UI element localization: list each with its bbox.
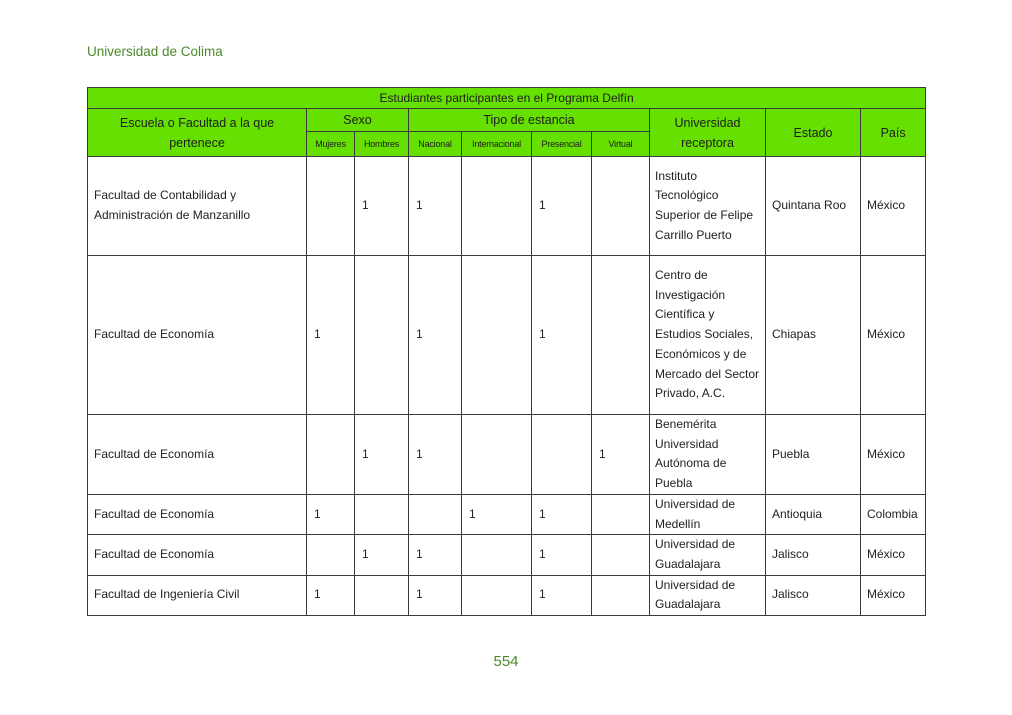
cell-virtual: [592, 157, 650, 256]
cell-presencial: 1: [532, 535, 592, 575]
cell-nacional: 1: [409, 157, 462, 256]
cell-pais: México: [861, 535, 926, 575]
table-row: [88, 575, 926, 615]
column-header-pais: País: [861, 109, 926, 157]
cell-virtual: 1: [592, 415, 650, 495]
cell-internacional: [462, 535, 532, 575]
cell-hombres: 1: [355, 535, 409, 575]
delfin-participants-table: [87, 87, 926, 616]
cell-mujeres: [307, 535, 355, 575]
cell-universidad: Universidad de Guadalajara: [650, 575, 766, 615]
cell-universidad: Instituto Tecnológico Superior de Felipe Carrillo Puerto: [650, 157, 766, 256]
cell-nacional: 1: [409, 535, 462, 575]
cell-presencial: 1: [532, 575, 592, 615]
table-row: [88, 157, 926, 256]
column-header-internacional: Internacional: [462, 132, 532, 157]
cell-nacional: 1: [409, 575, 462, 615]
cell-virtual: [592, 535, 650, 575]
cell-mujeres: 1: [307, 494, 355, 534]
cell-estado: Chiapas: [766, 256, 861, 415]
cell-mujeres: [307, 157, 355, 256]
cell-universidad: Universidad de Guadalajara: [650, 535, 766, 575]
cell-universidad: Centro de Investigación Científica y Estudios Sociales, Económicos y de Mercado del Sector Privado, A.C.: [650, 256, 766, 415]
table-row: [88, 494, 926, 534]
cell-mujeres: [307, 415, 355, 495]
page-number: 554: [493, 653, 519, 670]
table-row: [88, 535, 926, 575]
cell-presencial: 1: [532, 157, 592, 256]
cell-virtual: [592, 494, 650, 534]
cell-escuela: Facultad de Ingeniería Civil: [88, 575, 307, 615]
cell-pais: México: [861, 157, 926, 256]
cell-hombres: [355, 256, 409, 415]
cell-virtual: [592, 256, 650, 415]
cell-pais: México: [861, 256, 926, 415]
column-header-presencial: Presencial: [532, 132, 592, 157]
cell-escuela: Facultad de Economía: [88, 494, 307, 534]
cell-hombres: [355, 575, 409, 615]
column-header-mujeres: Mujeres: [307, 132, 355, 157]
cell-nacional: 1: [409, 256, 462, 415]
column-header-virtual: Virtual: [592, 132, 650, 157]
cell-presencial: 1: [532, 256, 592, 415]
cell-escuela: Facultad de Economía: [88, 415, 307, 495]
table-row: [88, 256, 926, 415]
cell-nacional: [409, 494, 462, 534]
cell-escuela: Facultad de Contabilidad y Administración de Manzanillo: [88, 157, 307, 256]
cell-estado: Puebla: [766, 415, 861, 495]
cell-estado: Jalisco: [766, 575, 861, 615]
cell-estado: Jalisco: [766, 535, 861, 575]
column-header-estado: Estado: [766, 109, 861, 157]
column-header-universidad: Universidad receptora: [650, 109, 766, 157]
column-group-sexo: Sexo: [307, 109, 409, 132]
column-group-tipo-estancia: Tipo de estancia: [409, 109, 650, 132]
cell-presencial: [532, 415, 592, 495]
cell-escuela: Facultad de Economía: [88, 256, 307, 415]
cell-presencial: 1: [532, 494, 592, 534]
column-header-hombres: Hombres: [355, 132, 409, 157]
cell-universidad: Universidad de Medellín: [650, 494, 766, 534]
cell-mujeres: 1: [307, 575, 355, 615]
table-title: Estudiantes participantes en el Programa Delfín: [88, 88, 926, 109]
document-header-title: Universidad de Colima: [87, 44, 223, 59]
cell-hombres: 1: [355, 157, 409, 256]
cell-hombres: 1: [355, 415, 409, 495]
cell-estado: Antioquia: [766, 494, 861, 534]
column-header-nacional: Nacional: [409, 132, 462, 157]
cell-nacional: 1: [409, 415, 462, 495]
cell-virtual: [592, 575, 650, 615]
cell-internacional: [462, 157, 532, 256]
cell-pais: México: [861, 575, 926, 615]
cell-universidad: Benemérita Universidad Autónoma de Puebla: [650, 415, 766, 495]
table-row: [88, 415, 926, 495]
cell-estado: Quintana Roo: [766, 157, 861, 256]
cell-escuela: Facultad de Economía: [88, 535, 307, 575]
cell-pais: México: [861, 415, 926, 495]
column-header-escuela: Escuela o Facultad a la que pertenece: [88, 109, 307, 157]
cell-mujeres: 1: [307, 256, 355, 415]
cell-pais: Colombia: [861, 494, 926, 534]
cell-internacional: [462, 575, 532, 615]
cell-internacional: [462, 256, 532, 415]
cell-internacional: 1: [462, 494, 532, 534]
cell-hombres: [355, 494, 409, 534]
cell-internacional: [462, 415, 532, 495]
